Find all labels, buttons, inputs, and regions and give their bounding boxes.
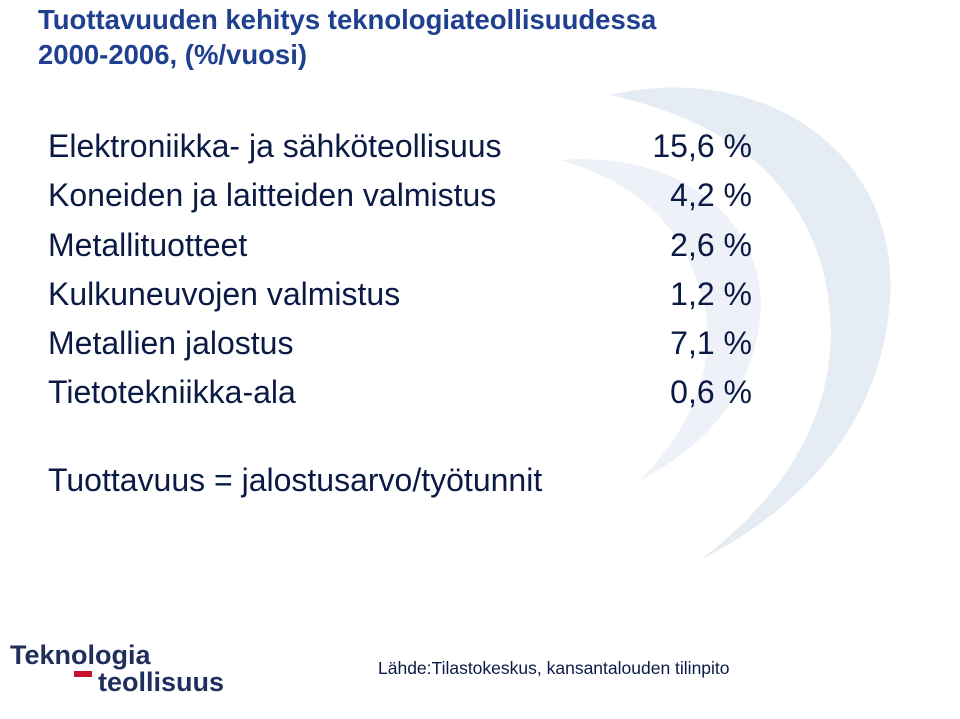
list-item bbox=[48, 372, 760, 421]
sector-label: Elektroniikka- ja sähköteollisuus bbox=[48, 128, 502, 164]
growth-value: 1,2 % bbox=[670, 275, 752, 312]
list-item bbox=[48, 225, 760, 274]
growth-value: 4,2 % bbox=[670, 177, 752, 214]
growth-value: 15,6 % bbox=[652, 128, 752, 164]
sector-label: Metallien jalostus bbox=[48, 325, 294, 362]
productivity-list bbox=[48, 126, 760, 422]
title-line-1: Tuottavuuden kehitys teknologiateollisuudessa bbox=[38, 4, 657, 35]
sector-label: Kulkuneuvojen valmistus bbox=[48, 275, 401, 312]
list-item bbox=[48, 126, 760, 175]
list-item bbox=[48, 323, 760, 372]
sector-label: Koneiden ja laitteiden valmistus bbox=[48, 177, 497, 214]
slide-title bbox=[38, 2, 656, 72]
title-line-2: 2000-2006, (%/vuosi) bbox=[38, 39, 308, 70]
logo-line-2: teollisuus bbox=[98, 667, 225, 697]
productivity-formula: Tuottavuus = jalostusarvo/työtunnit bbox=[48, 462, 543, 498]
teknologiateollisuus-logo bbox=[10, 640, 250, 698]
source-note: Lähde:Tilastokeskus, kansantalouden tilinpito bbox=[378, 658, 730, 678]
list-item bbox=[48, 175, 760, 224]
sector-label: Tietotekniikka-ala bbox=[48, 374, 296, 411]
logo-accent-bar bbox=[74, 671, 92, 677]
list-item bbox=[48, 274, 760, 323]
logo-line-1: Teknologia bbox=[10, 640, 151, 670]
growth-value: 0,6 % bbox=[670, 374, 752, 411]
sector-label: Metallituotteet bbox=[48, 226, 248, 263]
growth-value: 7,1 % bbox=[670, 325, 752, 362]
growth-value: 2,6 % bbox=[670, 226, 752, 263]
